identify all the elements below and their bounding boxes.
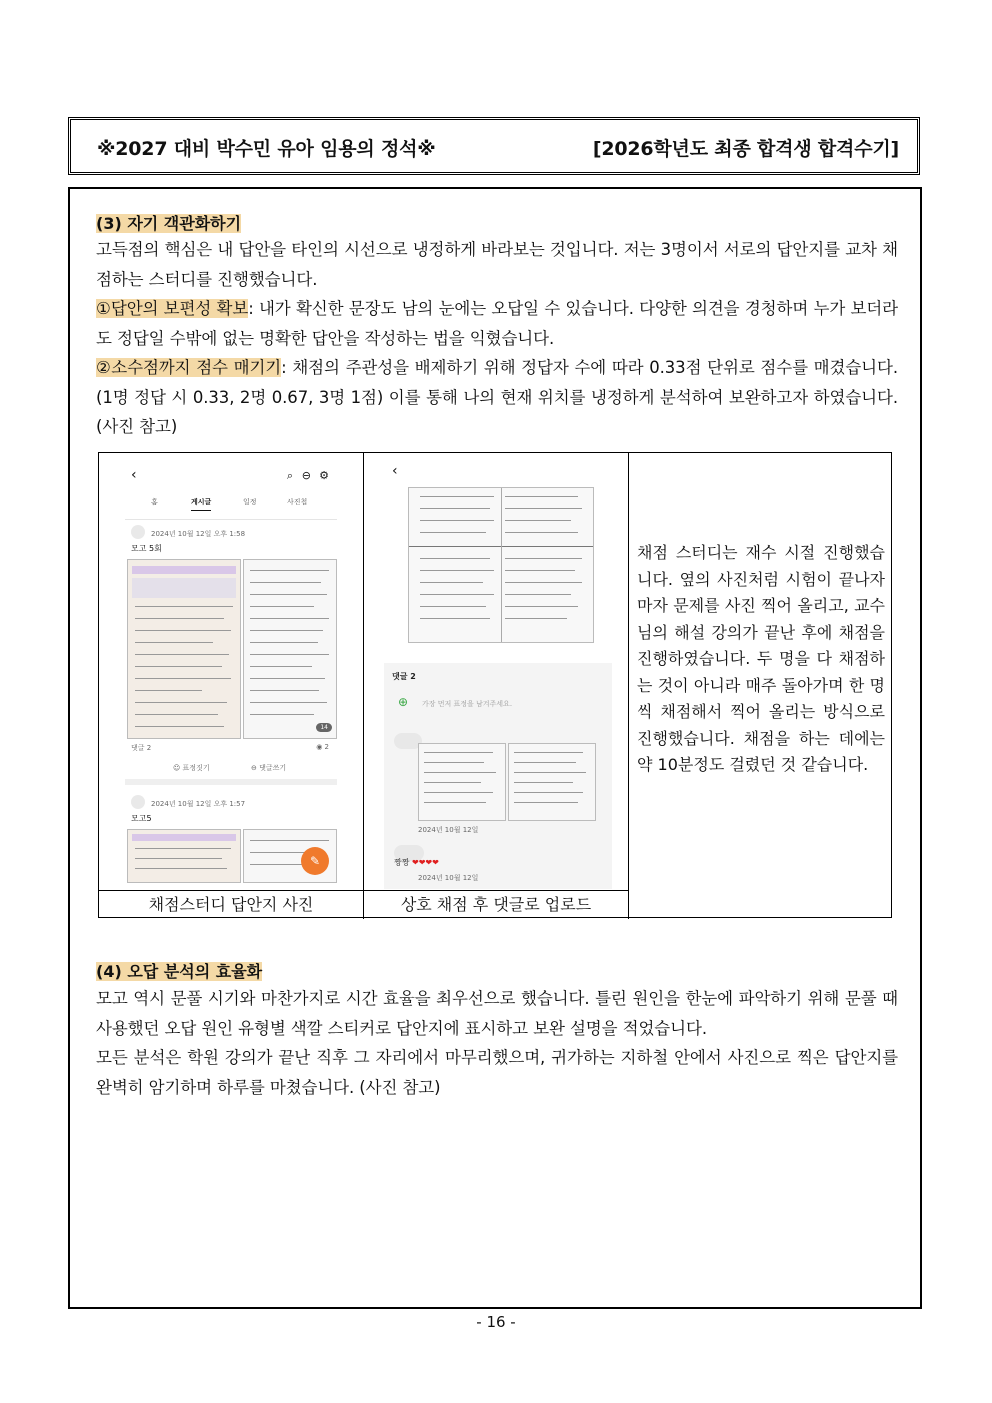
search-icon: ⌕ xyxy=(286,469,293,482)
tab-schedule: 일정 xyxy=(243,498,257,506)
react-button[interactable]: ☺ 표정짓기 xyxy=(173,764,210,772)
content-box xyxy=(68,187,922,1309)
comment-button[interactable]: ⊖ 댓글쓰기 xyxy=(251,764,287,772)
photo-cell-description xyxy=(629,453,893,919)
study-app-screenshot xyxy=(125,461,337,883)
comments-count: 댓글 2 xyxy=(131,744,152,752)
image-count-badge: 14 xyxy=(316,723,332,732)
page-number: - 16 - xyxy=(476,1313,516,1331)
answer-sheet-image-2 xyxy=(243,559,337,739)
comment-date: 2024년 10월 12일 xyxy=(418,874,479,882)
section3-body xyxy=(96,235,898,442)
post-title: 모고5 xyxy=(131,814,152,823)
comment-text: 짱짱 ❤❤❤❤ xyxy=(394,858,439,867)
photo-table xyxy=(98,452,892,918)
section3-point1: ①답안의 보편성 확보: 내가 확신한 문장도 남의 눈에는 오답일 수 있습니다. 다양한 의견을 경청하며 누가 보더라도 정답일 수밖에 없는 명확한 답안을 작성하는 법을 익혔습니다. xyxy=(96,299,898,348)
photo-caption-1: 채점스터디 답안지 사진 xyxy=(99,890,363,919)
answer-sheet-image xyxy=(127,559,241,739)
page-header xyxy=(68,117,920,175)
chat-icon: ⊖ xyxy=(301,469,311,482)
photo-cell-comments xyxy=(364,453,629,919)
answer-sheet-image xyxy=(127,829,241,883)
section4-title: (4) 오답 분석의 효율화 xyxy=(96,962,263,981)
header-title: ※2027 대비 박수민 유아 임용의 정석※ xyxy=(97,138,436,160)
comments-screenshot xyxy=(384,663,612,889)
photo-cell-answer-sheet xyxy=(99,453,364,919)
grading-screenshot xyxy=(382,459,612,653)
header-subtitle: [2026학년도 최종 합격생 합격수기] xyxy=(592,138,899,160)
comment-image-1 xyxy=(418,743,506,821)
gear-icon: ⚙ xyxy=(319,469,329,482)
comment-image-2 xyxy=(508,743,596,821)
add-reaction-icon[interactable]: ⊕ xyxy=(398,695,409,709)
back-icon: ‹ xyxy=(392,463,398,479)
divider xyxy=(125,779,337,785)
avatar xyxy=(131,525,145,539)
photo-caption-2: 상호 채점 후 댓글로 업로드 xyxy=(364,890,628,919)
comment-date: 2024년 10월 12일 xyxy=(418,826,479,834)
app-tabs xyxy=(125,497,337,517)
post-date: 2024년 10월 12일 오후 1:58 xyxy=(151,530,246,538)
views-count: ◉ 2 xyxy=(316,743,329,751)
tab-photos: 사진첩 xyxy=(287,498,308,506)
post-date: 2024년 10월 12일 오후 1:57 xyxy=(151,800,246,808)
section4-body xyxy=(96,984,898,1102)
avatar xyxy=(131,795,145,809)
graded-answer-image xyxy=(408,487,594,643)
section3-intro: 고득점의 핵심은 내 답안을 타인의 시선으로 냉정하게 바라보는 것입니다. 저는 3명이서 서로의 답안지를 교차 채점하는 스터디를 진행했습니다. xyxy=(96,240,898,289)
tab-home: 홈 xyxy=(151,498,158,506)
section3-point2: ②소수점까지 점수 매기기: 채점의 주관성을 배제하기 위해 정답자 수에 따라 0.33점 단위로 점수를 매겼습니다. (1명 정답 시 0.33, 2명 0.67, 3명 1점) 이를 통해 나의 현재 위치를 냉정하게 분석하여 보완하고자 하였습니다. (사진 참고) xyxy=(96,358,898,436)
section4-para2: 모든 분석은 학원 강의가 끝난 직후 그 자리에서 마무리했으며, 귀가하는 지하철 안에서 사진으로 찍은 답안지를 완벽히 암기하며 하루를 마쳤습니다. (사진 참고) xyxy=(96,1048,898,1097)
divider xyxy=(125,519,337,520)
reaction-prompt: 가장 먼저 표정을 남겨주세요. xyxy=(422,700,513,708)
post-title: 모고 5회 xyxy=(131,544,162,553)
section3-title: (3) 자기 객관화하기 xyxy=(96,214,242,233)
back-icon: ‹ xyxy=(131,467,137,483)
section4-para1: 모고 역시 문풀 시기와 마찬가지로 시간 효율을 최우선으로 했습니다. 틀린 원인을 한눈에 파악하기 위해 문풀 때 사용했던 오답 원인 유형별 색깔 스티커로 답안지에 표시하고 보완 설명을 적었습니다. xyxy=(96,989,898,1038)
tab-posts: 게시글 xyxy=(191,497,211,511)
comments-header: 댓글 2 xyxy=(392,672,416,681)
write-post-button[interactable]: ✎ xyxy=(301,847,329,875)
study-description: 채점 스터디는 재수 시절 진행했습니다. 옆의 사진처럼 시험이 끝나자마자 문제를 사진 찍어 올리고, 교수님의 해설 강의가 끝난 후에 채점을 진행하였습니다. 두 명을 다 채점하는 것이 아니라 매주 돌아가며 한 명씩 채점해서 찍어 올리는 방식으로 진행했습니다. 채점을 하는 데에는 약 10분정도 걸렸던 것 같습니다. xyxy=(637,543,885,774)
